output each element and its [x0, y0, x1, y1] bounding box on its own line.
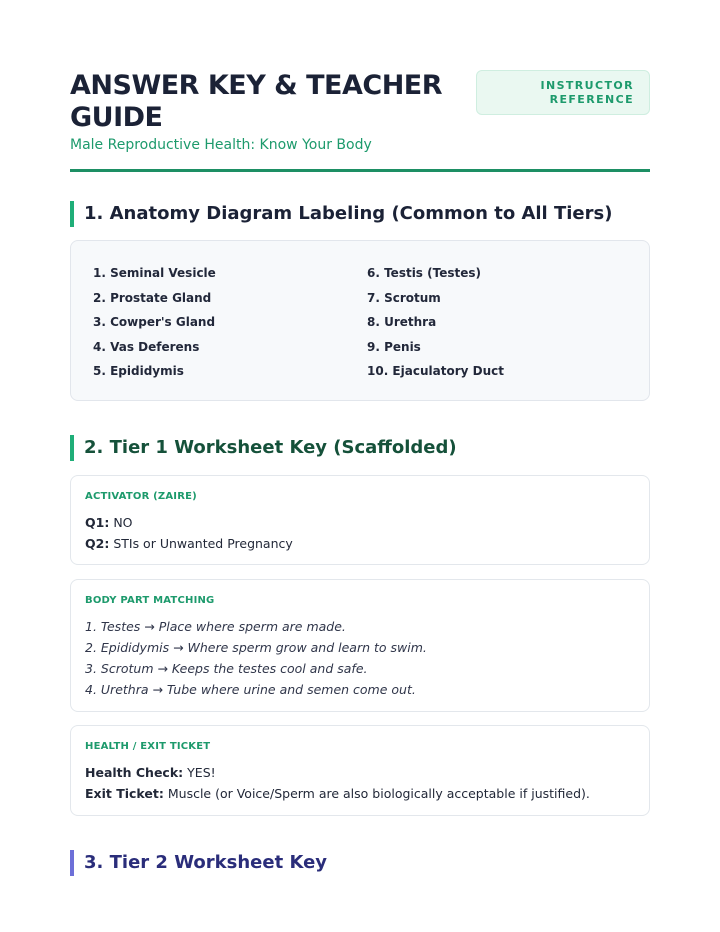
- anatomy-answer: 10. Ejaculatory Duct: [367, 364, 504, 378]
- answer-key: Exit Ticket:: [85, 786, 164, 801]
- body-part-matching-card: [70, 579, 650, 712]
- instructor-reference-badge: [476, 70, 650, 115]
- matching-answer: 4. Urethra → Tube where urine and semen come out.: [85, 682, 416, 697]
- answer-key: Q1:: [85, 515, 110, 530]
- anatomy-answer: 4. Vas Deferens: [93, 339, 200, 354]
- matching-answer: 1. Testes → Place where sperm are made.: [85, 619, 346, 634]
- anatomy-answer: 8. Urethra: [367, 315, 437, 329]
- answer-line: [85, 533, 635, 554]
- anatomy-answer: 2. Prostate Gland: [93, 290, 212, 305]
- anatomy-answers-grid: [93, 261, 627, 384]
- matching-answer: 2. Epididymis → Where sperm grow and learn to swim.: [85, 640, 427, 655]
- anatomy-answer: 1. Seminal Vesicle: [93, 266, 216, 280]
- activator-card: [70, 475, 650, 565]
- answer-value: Muscle (or Voice/Sperm are also biologically acceptable if justified).: [167, 786, 590, 801]
- answer-value: YES!: [187, 765, 216, 780]
- answer-line: [85, 512, 635, 533]
- section-heading-anatomy: 1. Anatomy Diagram Labeling (Common to All Tiers): [70, 201, 612, 227]
- page-header: [70, 0, 650, 171]
- anatomy-answer: 3. Cowper's Gland: [93, 315, 216, 329]
- anatomy-answer: 7. Scrotum: [367, 290, 441, 305]
- anatomy-answer: 6. Testis (Testes): [367, 266, 481, 280]
- answer-key: Q2:: [85, 536, 110, 551]
- answer-key-page: [70, 0, 650, 873]
- page-subtitle: Male Reproductive Health: Know Your Body: [70, 137, 372, 153]
- card-label: HEALTH / EXIT TICKET: [85, 741, 211, 752]
- anatomy-answer: 9. Penis: [367, 339, 421, 354]
- matching-answer: 3. Scrotum → Keeps the testes cool and safe.: [85, 661, 368, 676]
- page-title: ANSWER KEY & TEACHER GUIDE: [70, 70, 443, 133]
- answer-line: [85, 783, 635, 804]
- section-heading-tier2: 3. Tier 2 Worksheet Key: [70, 850, 327, 876]
- exit-ticket-card: [70, 725, 650, 816]
- answer-key: Health Check:: [85, 765, 184, 780]
- answer-value: STIs or Unwanted Pregnancy: [113, 536, 293, 551]
- anatomy-answer: 5. Epididymis: [93, 364, 184, 378]
- anatomy-answers-box: [70, 240, 650, 401]
- answer-line: [85, 762, 635, 783]
- header-divider: [70, 169, 650, 172]
- card-label: BODY PART MATCHING: [85, 595, 215, 606]
- badge-label: INSTRUCTOR REFERENCE: [540, 78, 634, 106]
- answer-value: NO: [113, 515, 133, 530]
- section-heading-tier1: 2. Tier 1 Worksheet Key (Scaffolded): [70, 435, 457, 461]
- card-label: ACTIVATOR (ZAIRE): [85, 491, 197, 502]
